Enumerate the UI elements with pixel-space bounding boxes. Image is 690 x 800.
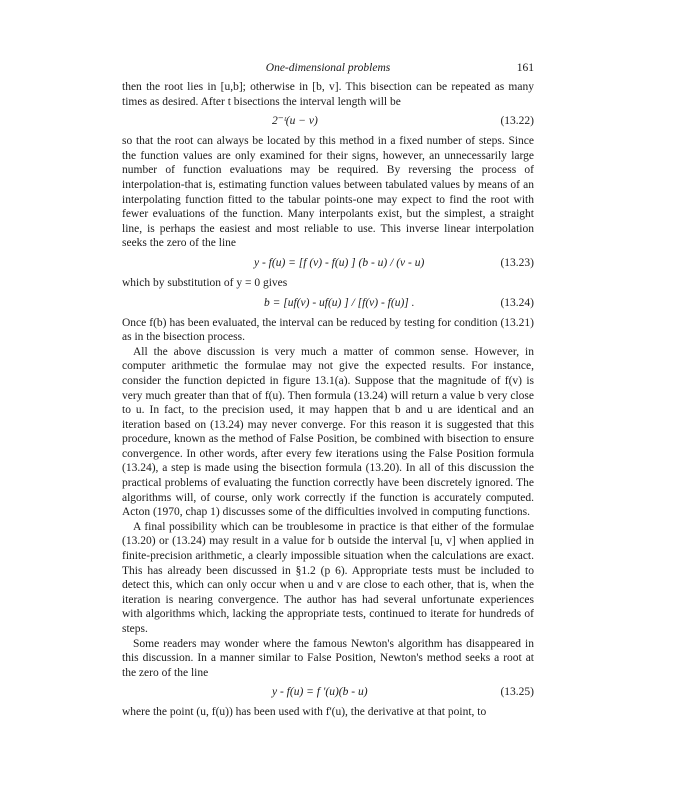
paragraph-bisection-end: then the root lies in [u,b]; otherwise in [b, v]. This bisection can be repeated as many times as desired. After t bisections the interval length will be bbox=[122, 81, 534, 108]
equation-number: (13.22) bbox=[500, 115, 534, 128]
paragraph-common-sense: All the above discussion is very much a matter of common sense. However, in computer arithmetic the formulae may not give the expected results. For instance, consider the function depicted in figure 13.1(a). Suppose that the magnitude of f(v) is very much greater than that of f(u). Then formula (13.24) will return a value b very close to u. In fact, to the precision used, it may happen that b and u are identical and an iteration based on (13.24) may never converge. For this reason it is suggested that this procedure, known as the method of False Position, be combined with bisection to ensure convergence. In other words, after every few iterations using the False Position formula (13.24), a step is made using the bisection formula (13.20). In all of this discussion the practical problems of evaluating the function correctly have been discretely ignored. The algorithms will, of course, only work correctly if the function is accurately computed. Acton (1970, chap 1) discusses some of the difficulties involved in computing functions. bbox=[122, 345, 534, 519]
paragraph-interpolation: so that the root can always be located by this method in a fixed number of steps. Since the function values are only examined for their signs, however, an unnecessarily large number of function evaluations may be required. By reversing the process of interpolation-that is, estimating function values between tabulated values by means of an interpolating function fitted to the tabular points-one may expect to find the root with fewer evaluations of the function. Many interpolants exist, but the simplest, a straight line, is perhaps the easiest and most reliable to use. This inverse linear interpolation seeks the zero of the line bbox=[122, 135, 534, 250]
paragraph-newton: Some readers may wonder where the famous Newton's algorithm has disappeared in this discussion. In a manner similar to False Position, Newton's method seeks a root at the zero of the line bbox=[122, 637, 534, 679]
equation-13-23 bbox=[122, 255, 534, 272]
running-title: One-dimensional problems bbox=[265, 62, 391, 74]
paragraph-substitution: which by substitution of y = 0 gives bbox=[122, 276, 288, 289]
equation-number: (13.23) bbox=[500, 256, 534, 269]
equation-number: (13.24) bbox=[500, 296, 534, 309]
paragraph-final-possibility: A final possibility which can be troublesome in practice is that either of the formulae (13.20) or (13.24) may result in a value for b outside the interval [u, v] when applied in finite-precision arithmetic, a clearly impossible situation when the calculations are exact. This has already been discussed in §1.2 (p 6). Appropriate tests must be included to detect this, which can only occur when u and v are close to each other, that is, when the iteration is nearing convergence. The author has had several unfortunate experiences with algorithms which, lacking the appropriate tests, continued to iterate for hundreds of steps. bbox=[122, 520, 534, 635]
equation-expression: b = [uf(v) - uf(u) ] / [f(v) - f(u)] . bbox=[264, 296, 415, 309]
book-page bbox=[122, 62, 534, 720]
equation-13-25 bbox=[122, 684, 534, 701]
page-number: 161 bbox=[516, 62, 534, 74]
paragraph-derivative: where the point (u, f(u)) has been used with f'(u), the derivative at that point, to bbox=[122, 706, 487, 719]
equation-expression: 2⁻ᵗ(u − v) bbox=[272, 115, 318, 128]
equation-13-22 bbox=[122, 113, 534, 130]
paragraph-once-evaluated: Once f(b) has been evaluated, the interval can be reduced by testing for condition (13.21) as in the bisection process. bbox=[122, 316, 534, 344]
equation-expression: y - f(u) = [f (v) - f(u) ] (b - u) / (v - u) bbox=[254, 256, 425, 269]
equation-expression: y - f(u) = f ′(u)(b - u) bbox=[272, 686, 368, 699]
equation-number: (13.25) bbox=[500, 686, 534, 699]
equation-13-24 bbox=[122, 295, 534, 312]
page-header bbox=[122, 62, 534, 80]
